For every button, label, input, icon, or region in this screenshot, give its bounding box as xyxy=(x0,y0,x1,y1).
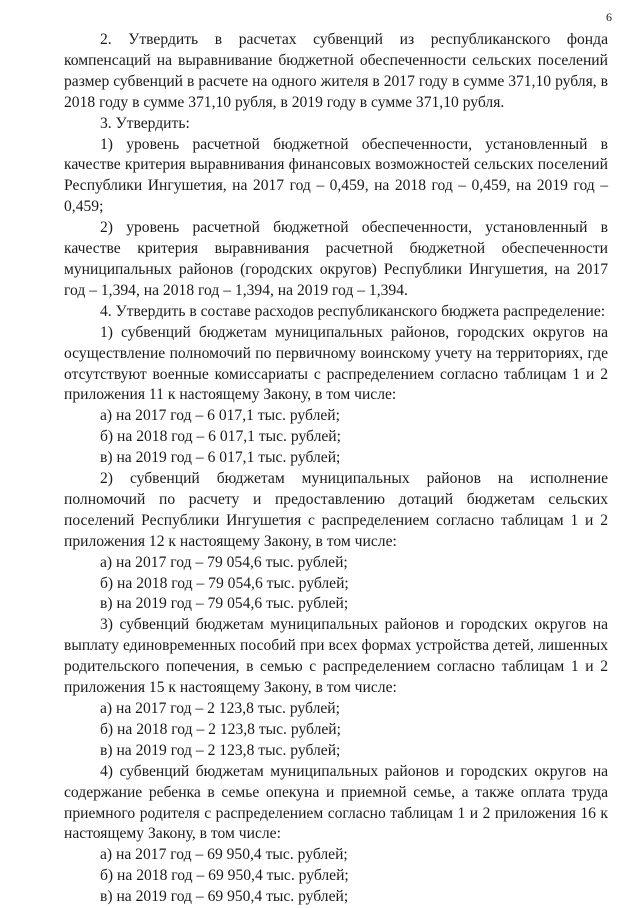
list-item: а) на 2017 год – 79 054,6 тыс. рублей; xyxy=(100,553,348,571)
list-item: а) на 2017 год – 69 950,4 тыс. рублей; xyxy=(100,846,348,864)
paragraph: 2. Утвердить в расчетах субвенций из республиканского фонда компенсаций на выравнивание бюджетной обеспеченности сельских поселений размер субвенций в расчете на одного жителя в 2017 году в сумме 371,10 рубля, в 2018 году в сумме 371,10 рубля, в 2019 году в сумме 371,10 рубля. xyxy=(64,31,608,111)
list-item: в) на 2019 год – 6 017,1 тыс. рублей; xyxy=(100,449,341,467)
list-item: а) на 2017 год – 2 123,8 тыс. рублей; xyxy=(100,700,340,717)
list-item: б) на 2018 год – 79 054,6 тыс. рублей; xyxy=(100,574,349,592)
list-item: в) на 2019 год – 69 950,4 тыс. рублей; xyxy=(100,888,349,906)
list-item: б) на 2018 год – 69 950,4 тыс. рублей; xyxy=(100,867,349,885)
list-item: б) на 2018 год – 6 017,1 тыс. рублей; xyxy=(100,428,341,446)
paragraph: 2) уровень расчетной бюджетной обеспеченности, установленный в качестве критерия выравнивания расчетной бюджетной обеспеченности муниципальных районов (городских округов) Республики Ингушетия, на 2017 год – 1,394, на 2018 год – 1,394, на 2019 год – 1,394. xyxy=(64,219,608,299)
paragraph: 1) субвенций бюджетам муниципальных районов, городских округов на осуществление полномочий по первичному воинскому учету на территориях, где отсутствуют военные комиссариаты с распределением согласно таблицам 1 и 2 приложения 11 к настоящему Закону, в том числе: xyxy=(64,323,608,404)
paragraph: 4) субвенций бюджетам муниципальных районов и городских округов на содержание ребенка в семье опекуна и приемной семье, а также оплата труда приемного родителя с распределением согласно таблицам 1 и 2 приложения 16 к настоящему Закону, в том числе: xyxy=(64,762,608,843)
paragraph: 4. Утвердить в составе расходов республиканского бюджета распределение: xyxy=(100,302,606,320)
document-body xyxy=(64,30,608,908)
list-item: б) на 2018 год – 2 123,8 тыс. рублей; xyxy=(100,720,341,738)
paragraph: 2) субвенций бюджетам муниципальных районов на исполнение полномочий по расчету и предоставлению дотаций бюджетам сельских поселений Республики Ингушетия с распределением согласно таблицам 1 и 2 приложения 12 к настоящему Закону, в том числе: xyxy=(64,470,608,550)
list-item: а) на 2017 год – 6 017,1 тыс. рублей; xyxy=(100,407,340,425)
paragraph: 3. Утвердить: xyxy=(100,114,190,132)
paragraph: 3) субвенций бюджетам муниципальных районов и городских округов на выплату единовременных пособий при всех формах устройства детей, лишенных родительского попечения, в семью с распределением согласно таблицам 1 и 2 приложения 15 к настоящему Закону, в том числе: xyxy=(64,616,608,697)
paragraph: 1) уровень расчетной бюджетной обеспеченности, установленный в качестве критерия выравнивания финансовых возможностей сельских поселений Республики Ингушетия, на 2017 год – 0,459, на 2018 год – 0,459, на 2019 год – 0,459; xyxy=(64,135,608,216)
page-number: 6 xyxy=(606,10,612,24)
list-item: в) на 2019 год – 79 054,6 тыс. рублей; xyxy=(100,595,349,613)
list-item: в) на 2019 год – 2 123,8 тыс. рублей; xyxy=(100,741,341,759)
